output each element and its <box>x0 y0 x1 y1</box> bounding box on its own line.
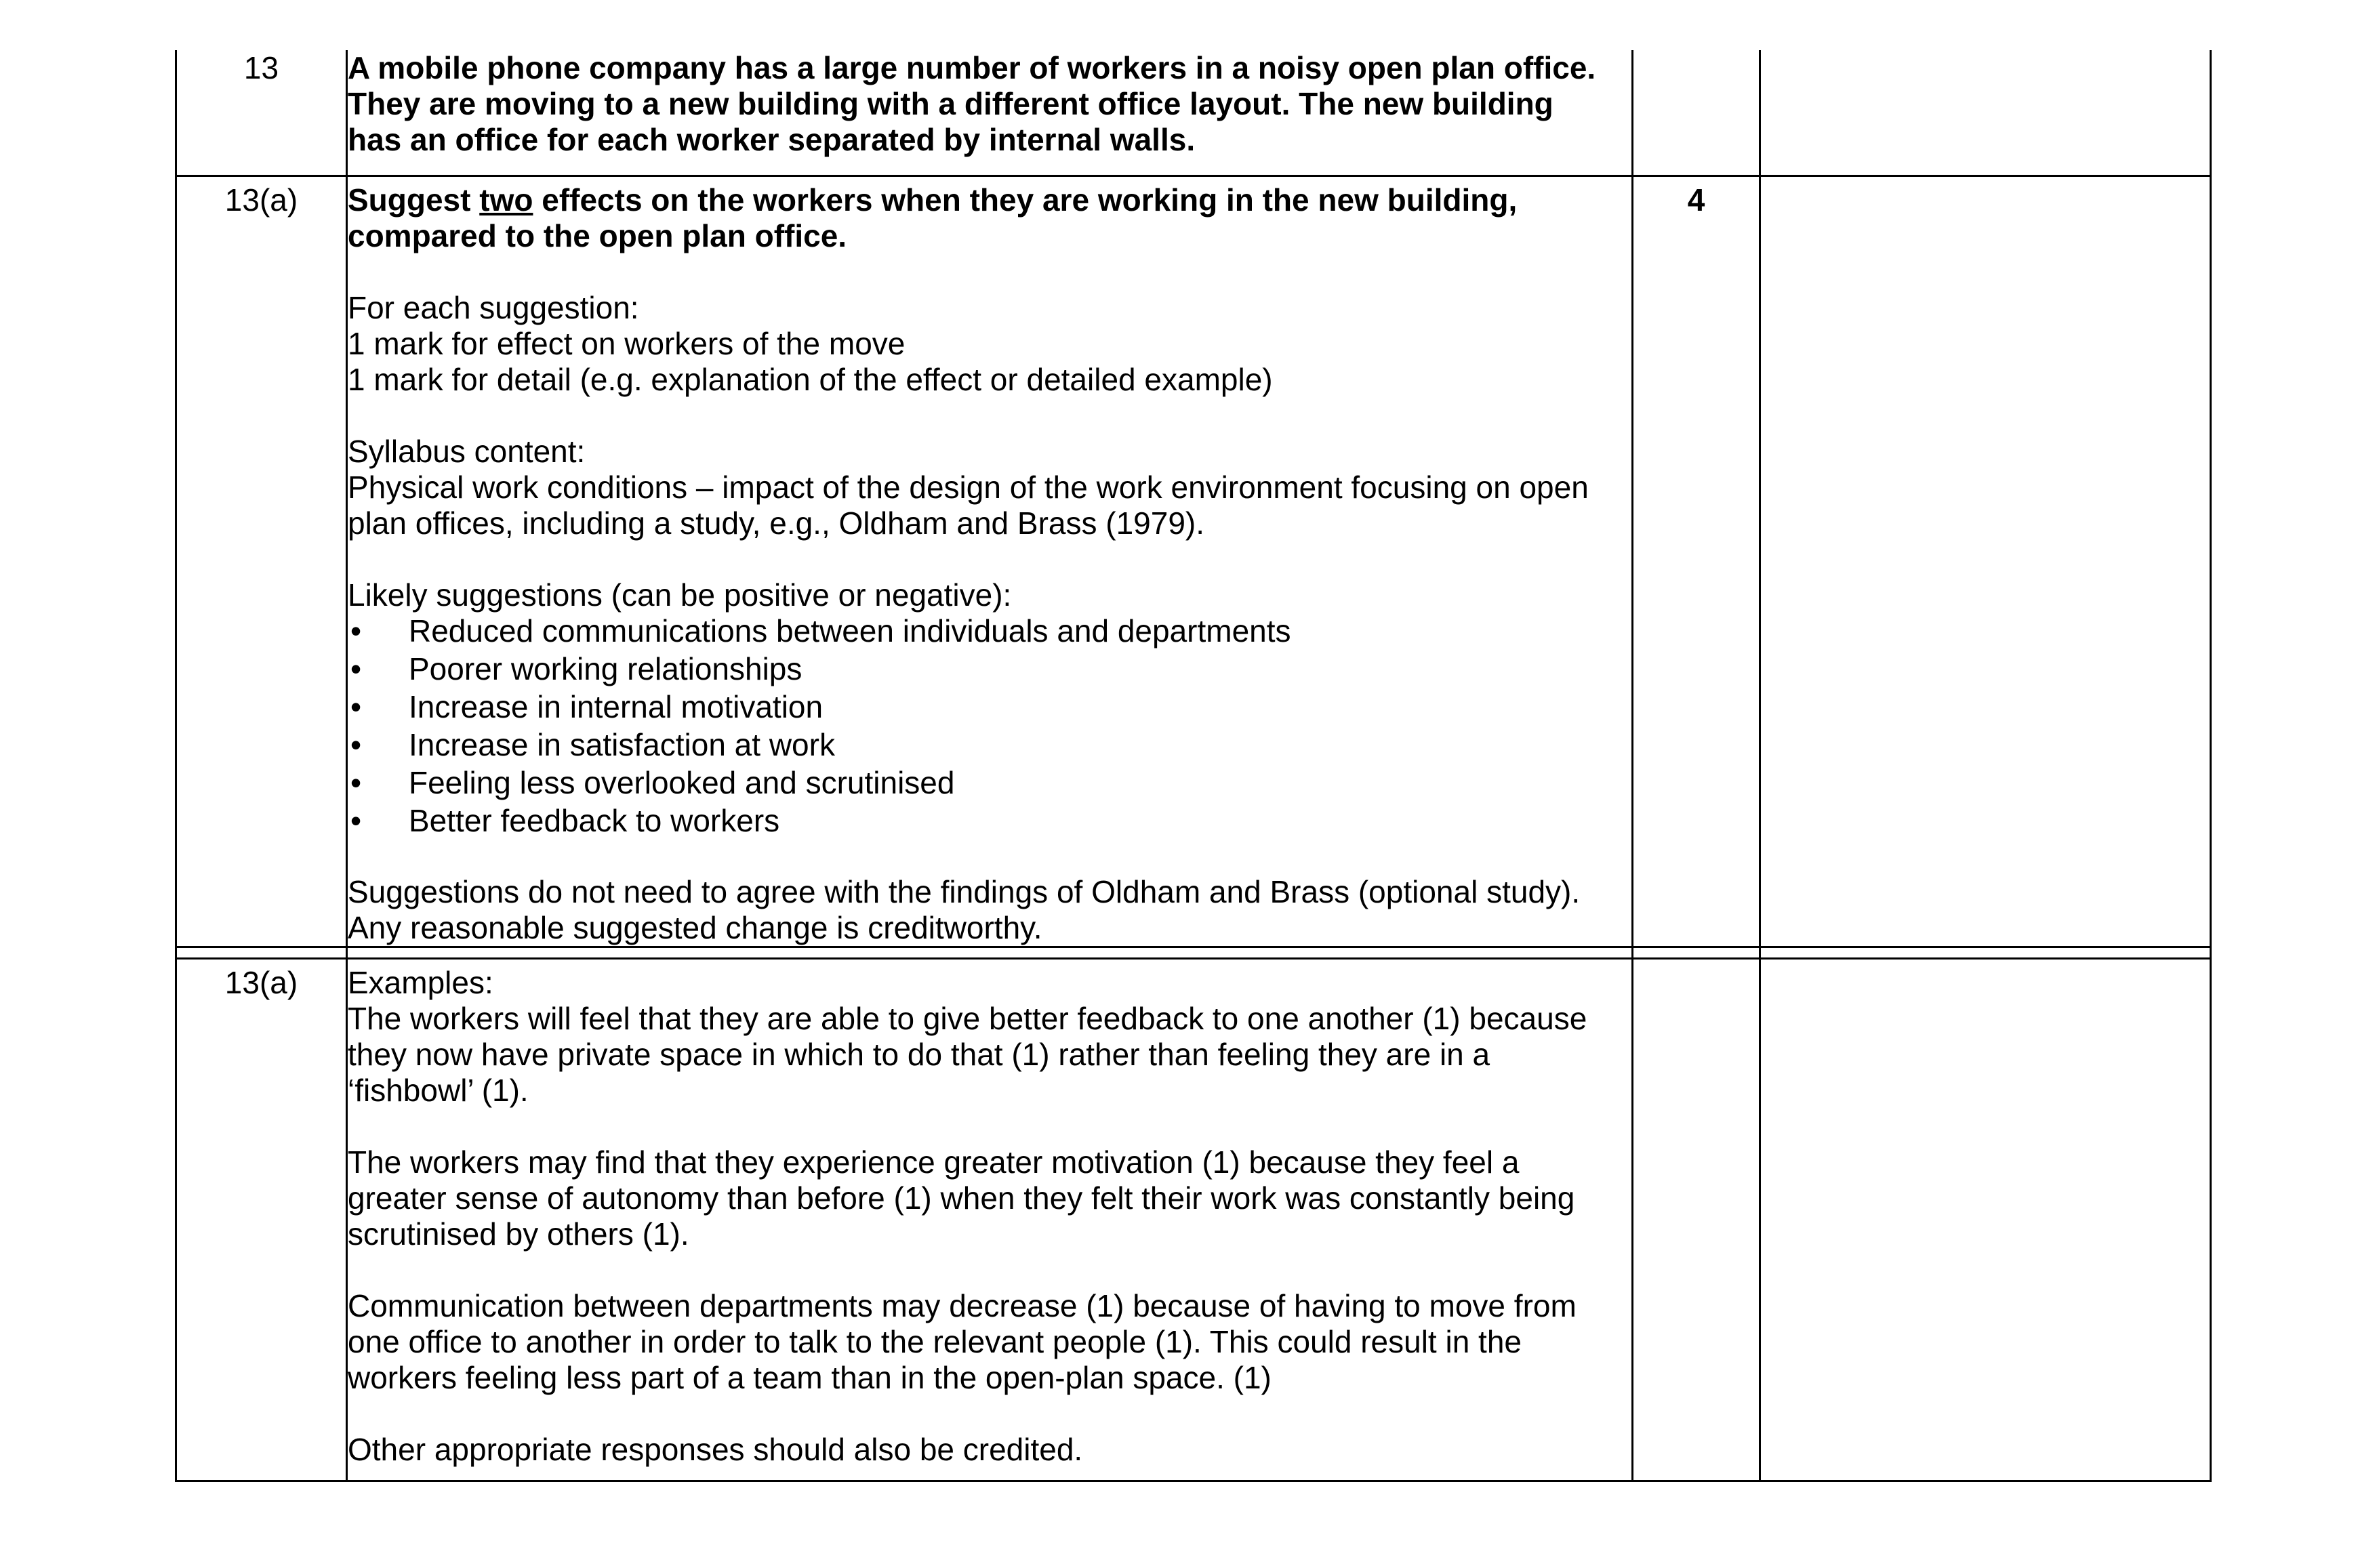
prompt-text: Suggest <box>348 182 480 218</box>
instruction-line: 1 mark for effect on workers of the move <box>348 326 906 361</box>
example-paragraph <box>348 1144 1631 1252</box>
syllabus-line: plan offices, including a study, e.g., Oldham and Brass (1979). <box>348 506 1205 541</box>
likely-suggestions-list <box>348 613 1631 841</box>
separator-cell <box>1760 947 2211 959</box>
guidance-cell <box>1760 176 2211 947</box>
syllabus-line: Syllabus content: <box>348 434 586 469</box>
question-number: 13(a) <box>176 959 347 1481</box>
example-line: The workers will feel that they are able to give better feedback to one another (1) because <box>348 1001 1587 1036</box>
list-item-text: Feeling less overlooked and scrutinised <box>409 765 955 800</box>
list-item-text: Increase in satisfaction at work <box>409 727 835 762</box>
example-line: The workers may find that they experience greater motivation (1) because they feel a <box>348 1144 1520 1180</box>
mark-scheme-table <box>175 50 2212 1482</box>
bullet-icon: • <box>350 689 362 724</box>
separator-cell <box>347 947 1633 959</box>
question-stem <box>347 50 1633 176</box>
table-row-question-13a-examples <box>176 959 2211 1481</box>
bullet-icon: • <box>350 765 362 800</box>
guidance-cell <box>1760 50 2211 176</box>
list-item <box>348 727 1631 765</box>
example-line: they now have private space in which to do that (1) rather than feeling they are in a <box>348 1037 1490 1072</box>
example-line: Communication between departments may decrease (1) because of having to move from <box>348 1288 1577 1323</box>
list-item <box>348 689 1631 727</box>
examples-heading: Examples: <box>348 965 493 1000</box>
list-item-text: Increase in internal motivation <box>409 689 824 724</box>
list-item-text: Better feedback to workers <box>409 803 780 838</box>
table-row-question-13a <box>176 176 2211 947</box>
instruction-line: 1 mark for detail (e.g. explanation of the effect or detailed example) <box>348 362 1273 397</box>
list-item <box>348 803 1631 841</box>
closing-line: Suggestions do not need to agree with the findings of Oldham and Brass (optional study). <box>348 874 1581 909</box>
example-paragraph <box>348 1288 1631 1396</box>
separator-cell <box>176 947 347 959</box>
instruction-line: For each suggestion: <box>348 290 639 325</box>
closing-note <box>348 874 1631 946</box>
list-item <box>348 651 1631 689</box>
answer-cell <box>347 176 1633 947</box>
table-row-question-13 <box>176 50 2211 176</box>
marking-instructions <box>348 290 1631 398</box>
example-paragraph <box>348 1001 1631 1109</box>
bullet-icon: • <box>350 651 362 686</box>
bullet-icon: • <box>350 727 362 762</box>
marks-cell <box>1633 50 1760 176</box>
syllabus-content <box>348 434 1631 541</box>
separator-cell <box>1633 947 1760 959</box>
list-item-text: Poorer working relationships <box>409 651 803 686</box>
marks-cell <box>1633 959 1760 1481</box>
list-item <box>348 613 1631 651</box>
question-number: 13 <box>176 50 347 176</box>
closing-line: Any reasonable suggested change is creditworthy. <box>348 910 1042 945</box>
question-prompt-line2: compared to the open plan office. <box>348 218 847 253</box>
list-item <box>348 765 1631 803</box>
example-line: greater sense of autonomy than before (1) when they felt their work was constantly being <box>348 1180 1575 1216</box>
bullet-icon: • <box>350 803 362 838</box>
stem-line: They are moving to a new building with a different office layout. The new building <box>348 86 1553 121</box>
prompt-text: effects on the workers when they are working in the new building, <box>533 182 1518 218</box>
guidance-cell <box>1760 959 2211 1481</box>
question-prompt <box>348 182 1631 218</box>
prompt-underlined-word: two <box>479 182 533 218</box>
example-line: one office to another in order to talk to the relevant people (1). This could result in the <box>348 1324 1522 1359</box>
example-line: scrutinised by others (1). <box>348 1216 689 1252</box>
list-item-text: Reduced communications between individuals and departments <box>409 613 1291 648</box>
bullet-icon: • <box>350 613 362 648</box>
question-number: 13(a) <box>176 176 347 947</box>
answer-cell <box>347 959 1633 1481</box>
stem-line: has an office for each worker separated by internal walls. <box>348 122 1196 157</box>
other-responses-note: Other appropriate responses should also be credited. <box>348 1432 1083 1467</box>
syllabus-line: Physical work conditions – impact of the design of the work environment focusing on open <box>348 470 1589 505</box>
stem-line: A mobile phone company has a large number of workers in a noisy open plan office. <box>348 50 1596 85</box>
row-separator <box>176 947 2211 959</box>
marks-cell: 4 <box>1633 176 1760 947</box>
example-line: ‘fishbowl’ (1). <box>348 1073 529 1108</box>
likely-suggestions-heading: Likely suggestions (can be positive or negative): <box>348 577 1012 613</box>
example-line: workers feeling less part of a team than in the open-plan space. (1) <box>348 1360 1272 1395</box>
